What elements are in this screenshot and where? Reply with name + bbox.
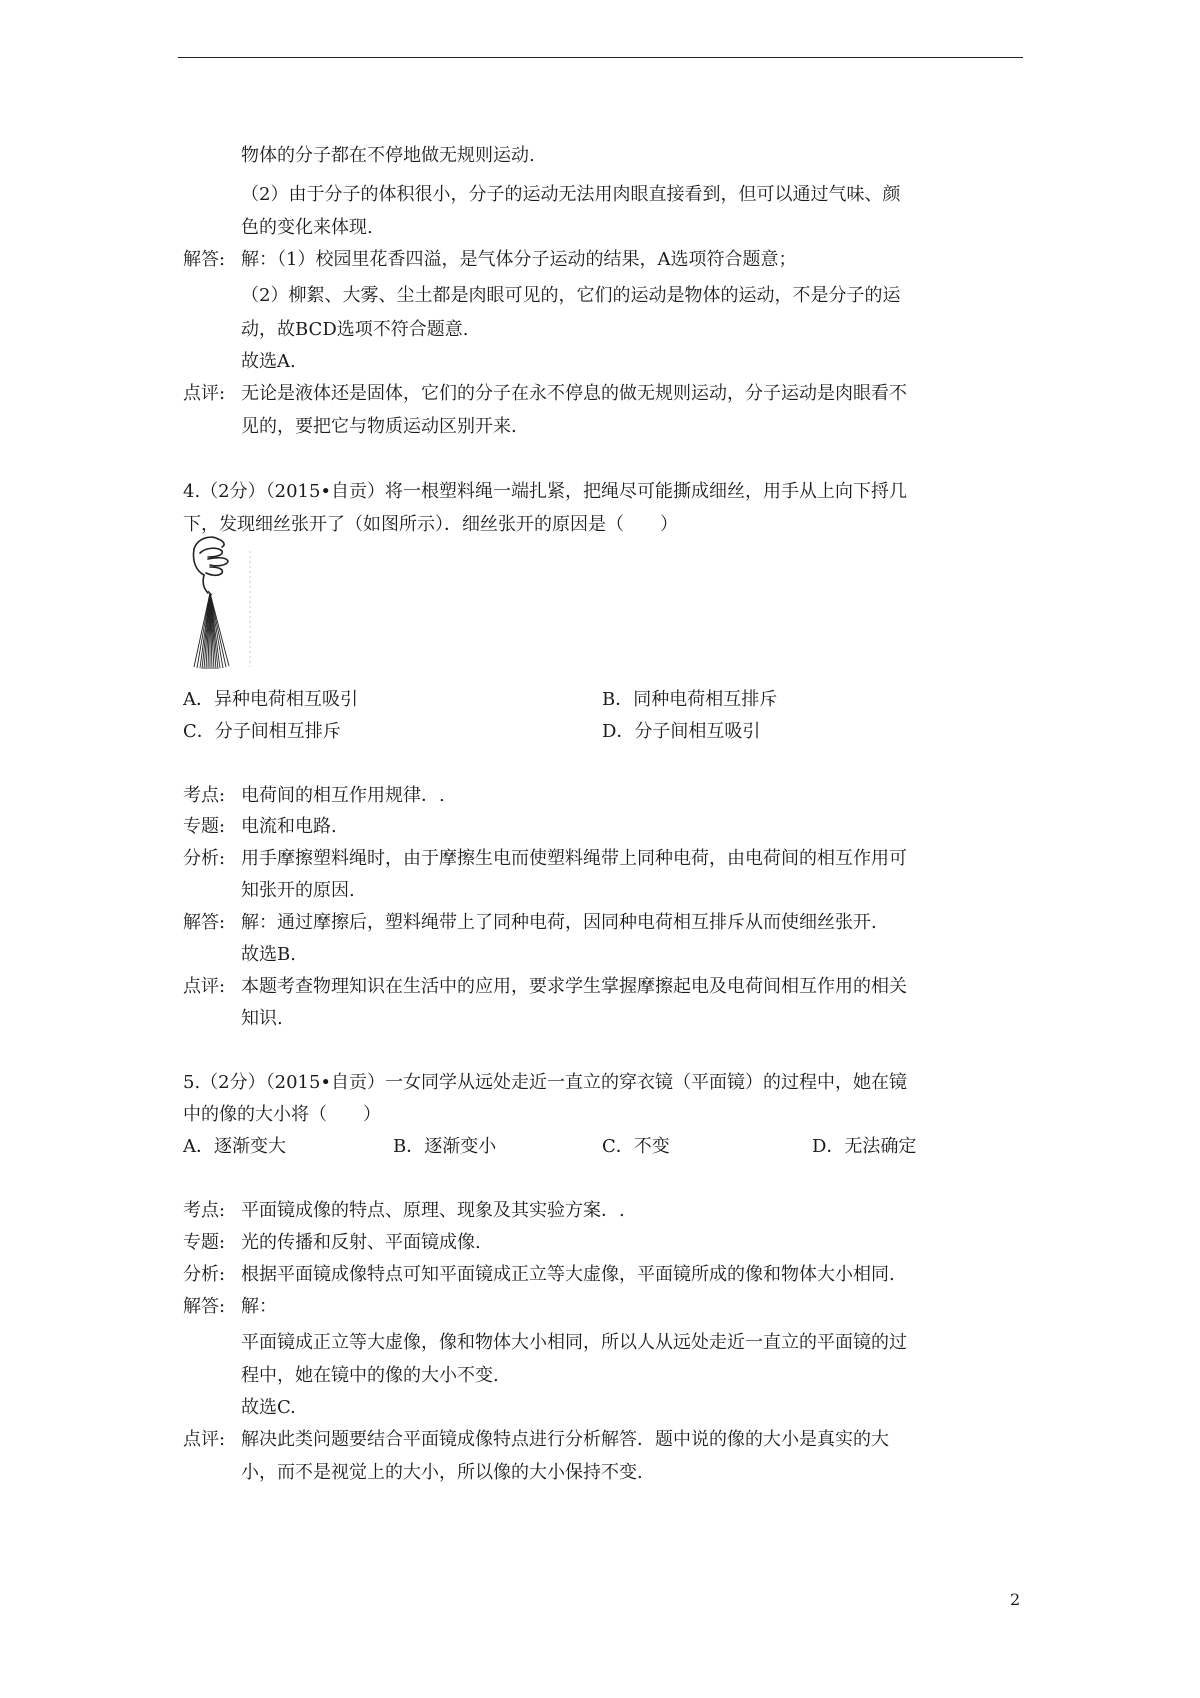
q5-jieda-line: 解：: [241, 1296, 277, 1317]
q3-analysis-line: （2）由于分子的体积很小，分子的运动无法用肉眼直接看到，但可以通过气味、颜: [241, 184, 901, 205]
q3-analysis-line: 物体的分子都在不停地做无规则运动.: [241, 145, 535, 166]
q4-zhuanti: 电流和电路.: [241, 816, 337, 837]
q5-dianping-line: 解决此类问题要结合平面镜成像特点进行分析解答．题中说的像的大小是真实的大: [241, 1429, 889, 1450]
q3-analysis-line: 色的变化来体现.: [241, 217, 373, 238]
q3-comment-line: 无论是液体还是固体，它们的分子在永不停息的做无规则运动，分子运动是肉眼看不: [241, 383, 907, 404]
q3-answer-label: 解答:: [183, 249, 226, 270]
q3-answer-line: （2）柳絮、大雾、尘土都是肉眼可见的，它们的运动是物体的运动，不是分子的运: [241, 285, 901, 306]
q5-fenxi-label: 分析:: [183, 1264, 226, 1285]
q4-fenxi-label: 分析:: [183, 848, 226, 869]
q3-answer-line: 动，故BCD选项不符合题意.: [241, 319, 469, 340]
q3-answer-line: 故选A.: [241, 351, 296, 372]
q4-dianping-line: 本题考查物理知识在生活中的应用，要求学生掌握摩擦起电及电荷间相互作用的相关: [241, 976, 907, 997]
q4-jieda-line: 解：通过摩擦后，塑料绳带上了同种电荷，因同种电荷相互排斥从而使细丝张开.: [241, 912, 877, 933]
page-number: 2: [1010, 1590, 1021, 1609]
q4-option-d: D．分子间相互吸引: [602, 721, 761, 742]
q4-jieda-line: 故选B.: [241, 944, 296, 965]
q3-comment-label: 点评:: [183, 383, 226, 404]
q4-fenxi-line: 用手摩擦塑料绳时，由于摩擦生电而使塑料绳带上同种电荷，由电荷间的相互作用可: [241, 848, 907, 869]
q5-zhuanti: 光的传播和反射、平面镜成像.: [241, 1232, 481, 1253]
q5-dianping-label: 点评:: [183, 1429, 226, 1450]
q5-kaodian: 平面镜成像的特点、原理、现象及其实验方案．.: [241, 1200, 625, 1221]
q5-option-a: A．逐渐变大: [183, 1136, 286, 1157]
q4-dianping-label: 点评:: [183, 976, 226, 997]
plastic-rope-figure: [188, 531, 252, 671]
q4-jieda-label: 解答:: [183, 912, 226, 933]
q5-option-b: B．逐渐变小: [393, 1136, 497, 1157]
q5-jieda-line: 平面镜成正立等大虚像，像和物体大小相同，所以人从远处走近一直立的平面镜的过: [241, 1332, 907, 1353]
q3-answer-line: 解：（1）校园里花香四溢，是气体分子运动的结果，A选项符合题意；: [241, 249, 797, 270]
q4-stem-line: 下，发现细丝张开了（如图所示）．细丝张开的原因是（ ）: [183, 514, 678, 535]
q4-stem-line: 4.（2分）（2015•自贡）将一根塑料绳一端扎紧，把绳尽可能撕成细丝，用手从上向下捋几: [183, 481, 908, 502]
q4-option-b: B．同种电荷相互排斥: [602, 689, 778, 710]
q5-option-d: D．无法确定: [812, 1136, 917, 1157]
q4-kaodian-label: 考点:: [183, 785, 226, 806]
q5-kaodian-label: 考点:: [183, 1200, 226, 1221]
q4-option-c: C．分子间相互排斥: [183, 721, 341, 742]
q5-zhuanti-label: 专题:: [183, 1232, 226, 1253]
header-rule: [178, 57, 1023, 58]
q4-fenxi-line: 知张开的原因.: [241, 880, 355, 901]
q4-dianping-line: 知识.: [241, 1008, 283, 1029]
q4-zhuanti-label: 专题:: [183, 816, 226, 837]
q5-jieda-line: 程中，她在镜中的像的大小不变.: [241, 1365, 499, 1386]
q5-jieda-line: 故选C.: [241, 1397, 296, 1418]
q5-dianping-line: 小，而不是视觉上的大小，所以像的大小保持不变.: [241, 1462, 643, 1483]
q5-option-c: C．不变: [602, 1136, 670, 1157]
q4-kaodian: 电荷间的相互作用规律．.: [241, 785, 445, 806]
q5-stem-line: 中的像的大小将（ ）: [183, 1104, 381, 1125]
q5-jieda-label: 解答:: [183, 1296, 226, 1317]
q4-option-a: A．异种电荷相互吸引: [183, 689, 358, 710]
q3-comment-line: 见的，要把它与物质运动区别开来.: [241, 416, 517, 437]
q5-fenxi-line: 根据平面镜成像特点可知平面镜成正立等大虚像，平面镜所成的像和物体大小相同.: [241, 1264, 895, 1285]
q5-stem-line: 5.（2分）（2015•自贡）一女同学从远处走近一直立的穿衣镜（平面镜）的过程中，她在镜: [183, 1072, 908, 1093]
